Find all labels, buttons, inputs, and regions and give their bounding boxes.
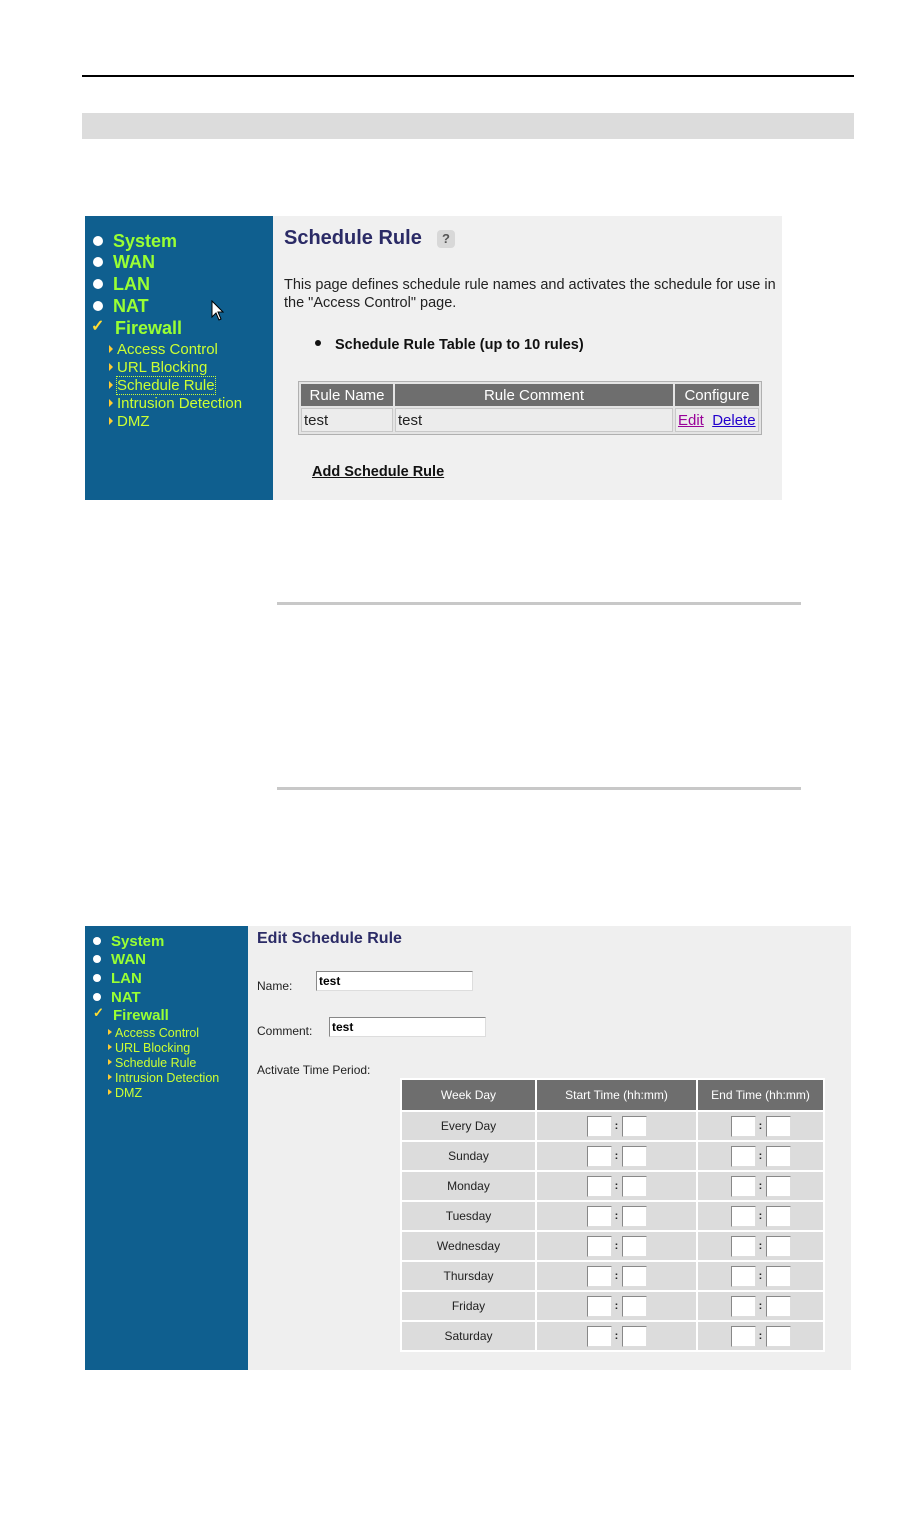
- start-minute-input[interactable]: [622, 1236, 647, 1257]
- time-separator: :: [758, 1300, 763, 1312]
- start-time-cell: [537, 1232, 696, 1260]
- schedule-rule-screenshot: [85, 216, 782, 500]
- menu-label: NAT: [111, 989, 141, 1006]
- arrow-right-icon: [108, 1044, 112, 1050]
- time-separator: :: [614, 1120, 619, 1132]
- menu-system[interactable]: [113, 231, 177, 252]
- radio-bullet-icon: [93, 301, 103, 311]
- submenu-label: Access Control: [117, 341, 218, 358]
- name-input[interactable]: [316, 971, 473, 991]
- start-hour-input[interactable]: [587, 1206, 612, 1227]
- time-separator: :: [614, 1210, 619, 1222]
- end-time-cell: [698, 1322, 823, 1350]
- radio-bullet-icon: [93, 257, 103, 267]
- week-day-cell: Tuesday: [402, 1202, 535, 1230]
- bullet-icon: [315, 340, 321, 346]
- start-time-cell: [537, 1292, 696, 1320]
- radio-bullet-icon: [93, 955, 101, 963]
- table-row: [402, 1322, 823, 1350]
- start-time-cell: [537, 1262, 696, 1290]
- end-hour-input[interactable]: [731, 1326, 756, 1347]
- menu-label: LAN: [113, 274, 150, 294]
- arrow-right-icon: [109, 417, 113, 425]
- table-row: [402, 1292, 823, 1320]
- arrow-right-icon: [109, 381, 113, 389]
- table-row: [301, 408, 759, 432]
- time-separator: :: [614, 1180, 619, 1192]
- submenu-intrusion-detection[interactable]: [115, 1071, 219, 1085]
- arrow-right-icon: [109, 345, 113, 353]
- comment-label: Comment:: [257, 1024, 313, 1038]
- activate-time-period-label: Activate Time Period:: [257, 1063, 371, 1077]
- start-hour-input[interactable]: [587, 1266, 612, 1287]
- radio-bullet-icon: [93, 279, 103, 289]
- section-header-band: [82, 113, 854, 139]
- table-row: [402, 1142, 823, 1170]
- end-minute-input[interactable]: [766, 1326, 791, 1347]
- arrow-right-icon: [109, 399, 113, 407]
- table-row: [402, 1202, 823, 1230]
- column-header: Rule Comment: [395, 384, 673, 406]
- submenu-intrusion-detection[interactable]: [117, 395, 242, 412]
- end-hour-input[interactable]: [731, 1266, 756, 1287]
- week-day-cell: Monday: [402, 1172, 535, 1200]
- start-minute-input[interactable]: [622, 1176, 647, 1197]
- start-minute-input[interactable]: [622, 1296, 647, 1317]
- submenu-label: DMZ: [117, 413, 150, 430]
- name-label: Name:: [257, 979, 293, 993]
- submenu-label: URL Blocking: [115, 1041, 191, 1055]
- column-header: End Time (hh:mm): [698, 1080, 823, 1110]
- column-header: Rule Name: [301, 384, 393, 406]
- submenu-label: DMZ: [115, 1086, 143, 1100]
- end-minute-input[interactable]: [766, 1296, 791, 1317]
- time-separator: :: [614, 1330, 619, 1342]
- menu-nat[interactable]: [113, 296, 149, 317]
- table-row: [402, 1232, 823, 1260]
- menu-nat[interactable]: [111, 989, 141, 1006]
- column-header: Week Day: [402, 1080, 535, 1110]
- submenu-label: Intrusion Detection: [115, 1071, 220, 1085]
- configure-cell: [675, 408, 759, 432]
- submenu-label: Access Control: [115, 1026, 200, 1040]
- arrow-right-icon: [109, 363, 113, 371]
- time-separator: :: [758, 1240, 763, 1252]
- menu-wan[interactable]: [111, 951, 146, 968]
- note-top-rule: [277, 602, 801, 605]
- radio-bullet-icon: [93, 236, 103, 246]
- menu-firewall[interactable]: [93, 1005, 169, 1024]
- week-day-cell: Sunday: [402, 1142, 535, 1170]
- menu-label: WAN: [113, 252, 155, 272]
- end-minute-input[interactable]: [766, 1146, 791, 1167]
- start-minute-input[interactable]: [622, 1326, 647, 1347]
- time-separator: :: [758, 1270, 763, 1282]
- table-header-row: [402, 1080, 823, 1110]
- section-heading-text: Schedule Rule Table (up to 10 rules): [335, 337, 584, 353]
- start-time-cell: [537, 1142, 696, 1170]
- submenu-access-control[interactable]: [117, 341, 218, 358]
- end-minute-input[interactable]: [766, 1206, 791, 1227]
- submenu-label: Intrusion Detection: [117, 395, 243, 412]
- note-bottom-rule: [277, 787, 801, 790]
- radio-bullet-icon: [93, 993, 101, 1001]
- arrow-right-icon: [108, 1089, 112, 1095]
- arrow-right-icon: [108, 1059, 112, 1065]
- start-minute-input[interactable]: [622, 1146, 647, 1167]
- start-hour-input[interactable]: [587, 1326, 612, 1347]
- submenu-label: Schedule Rule: [115, 1056, 197, 1070]
- radio-bullet-icon: [93, 974, 101, 982]
- end-minute-input[interactable]: [766, 1236, 791, 1257]
- end-time-cell: [698, 1202, 823, 1230]
- start-hour-input[interactable]: [587, 1116, 612, 1137]
- start-time-cell: [537, 1202, 696, 1230]
- sidebar: [85, 216, 273, 500]
- end-time-cell: [698, 1292, 823, 1320]
- table-row: [402, 1172, 823, 1200]
- end-hour-input[interactable]: [731, 1146, 756, 1167]
- time-separator: :: [614, 1270, 619, 1282]
- page-description: This page defines schedule rule names and activates the schedule for use in the "Access Control" page.: [284, 277, 776, 311]
- column-header: Start Time (hh:mm): [537, 1080, 696, 1110]
- submenu-dmz[interactable]: [117, 413, 150, 430]
- week-day-cell: Every Day: [402, 1112, 535, 1140]
- time-separator: :: [758, 1210, 763, 1222]
- top-rule: [82, 75, 854, 77]
- table-row: [402, 1262, 823, 1290]
- end-hour-input[interactable]: [731, 1296, 756, 1317]
- start-hour-input[interactable]: [587, 1176, 612, 1197]
- mouse-cursor-icon: [211, 300, 225, 322]
- menu-label: LAN: [111, 970, 142, 987]
- comment-input[interactable]: [329, 1017, 486, 1037]
- table-row: [402, 1112, 823, 1140]
- end-minute-input[interactable]: [766, 1116, 791, 1137]
- menu-wan[interactable]: [113, 252, 155, 273]
- end-hour-input[interactable]: [731, 1206, 756, 1227]
- schedule-rule-table: [298, 381, 762, 435]
- rule-name-cell: test: [301, 408, 393, 432]
- menu-lan[interactable]: [113, 274, 150, 295]
- rule-comment-cell: test: [395, 408, 673, 432]
- arrow-right-icon: [108, 1029, 112, 1035]
- start-time-cell: [537, 1112, 696, 1140]
- submenu-label: Schedule Rule: [117, 377, 215, 394]
- check-icon: ✓: [91, 318, 105, 335]
- column-header: Configure: [675, 384, 759, 406]
- submenu-access-control[interactable]: [115, 1026, 199, 1040]
- time-separator: :: [758, 1330, 763, 1342]
- start-minute-input[interactable]: [622, 1116, 647, 1137]
- submenu-url-blocking[interactable]: [115, 1041, 190, 1055]
- arrow-right-icon: [108, 1074, 112, 1080]
- week-day-cell: Wednesday: [402, 1232, 535, 1260]
- time-separator: :: [614, 1240, 619, 1252]
- section-heading: [315, 337, 584, 353]
- check-icon: ✓: [93, 1005, 104, 1020]
- end-hour-input[interactable]: [731, 1116, 756, 1137]
- end-minute-input[interactable]: [766, 1176, 791, 1197]
- start-hour-input[interactable]: [587, 1296, 612, 1317]
- menu-lan[interactable]: [111, 970, 142, 987]
- start-time-cell: [537, 1172, 696, 1200]
- menu-label: Firewall: [113, 1007, 169, 1024]
- end-hour-input[interactable]: [731, 1176, 756, 1197]
- submenu-schedule-rule[interactable]: [117, 377, 215, 394]
- page-title: Edit Schedule Rule: [257, 930, 402, 947]
- menu-label: System: [113, 231, 178, 251]
- week-day-cell: Saturday: [402, 1322, 535, 1350]
- end-hour-input[interactable]: [731, 1236, 756, 1257]
- submenu-url-blocking[interactable]: [117, 359, 207, 376]
- submenu-label: URL Blocking: [117, 359, 208, 376]
- end-time-cell: [698, 1172, 823, 1200]
- end-time-cell: [698, 1142, 823, 1170]
- start-time-cell: [537, 1322, 696, 1350]
- time-separator: :: [758, 1150, 763, 1162]
- add-schedule-rule-link[interactable]: Add Schedule Rule: [312, 464, 445, 480]
- menu-label: Firewall: [115, 318, 183, 338]
- edit-schedule-rule-screenshot: [85, 926, 851, 1370]
- page-title: Schedule Rule: [284, 227, 422, 249]
- end-time-cell: [698, 1112, 823, 1140]
- table-header-row: [301, 384, 759, 406]
- end-time-cell: [698, 1262, 823, 1290]
- submenu-schedule-rule[interactable]: [115, 1056, 196, 1070]
- menu-firewall[interactable]: [91, 318, 183, 339]
- start-minute-input[interactable]: [622, 1266, 647, 1287]
- time-separator: :: [614, 1300, 619, 1312]
- time-separator: :: [758, 1120, 763, 1132]
- menu-label: NAT: [113, 296, 149, 316]
- start-minute-input[interactable]: [622, 1206, 647, 1227]
- menu-system[interactable]: [111, 933, 164, 950]
- help-icon[interactable]: ?: [437, 230, 455, 248]
- radio-bullet-icon: [93, 937, 101, 945]
- menu-label: System: [111, 933, 165, 950]
- time-separator: :: [614, 1150, 619, 1162]
- week-day-cell: Friday: [402, 1292, 535, 1320]
- sidebar: [85, 926, 248, 1370]
- start-hour-input[interactable]: [587, 1236, 612, 1257]
- start-hour-input[interactable]: [587, 1146, 612, 1167]
- edit-link[interactable]: Edit: [678, 411, 704, 429]
- time-period-table: [400, 1078, 825, 1352]
- time-separator: :: [758, 1180, 763, 1192]
- end-minute-input[interactable]: [766, 1266, 791, 1287]
- end-time-cell: [698, 1232, 823, 1260]
- submenu-dmz[interactable]: [115, 1086, 142, 1100]
- week-day-cell: Thursday: [402, 1262, 535, 1290]
- delete-link[interactable]: Delete: [712, 411, 756, 429]
- menu-label: WAN: [111, 951, 146, 968]
